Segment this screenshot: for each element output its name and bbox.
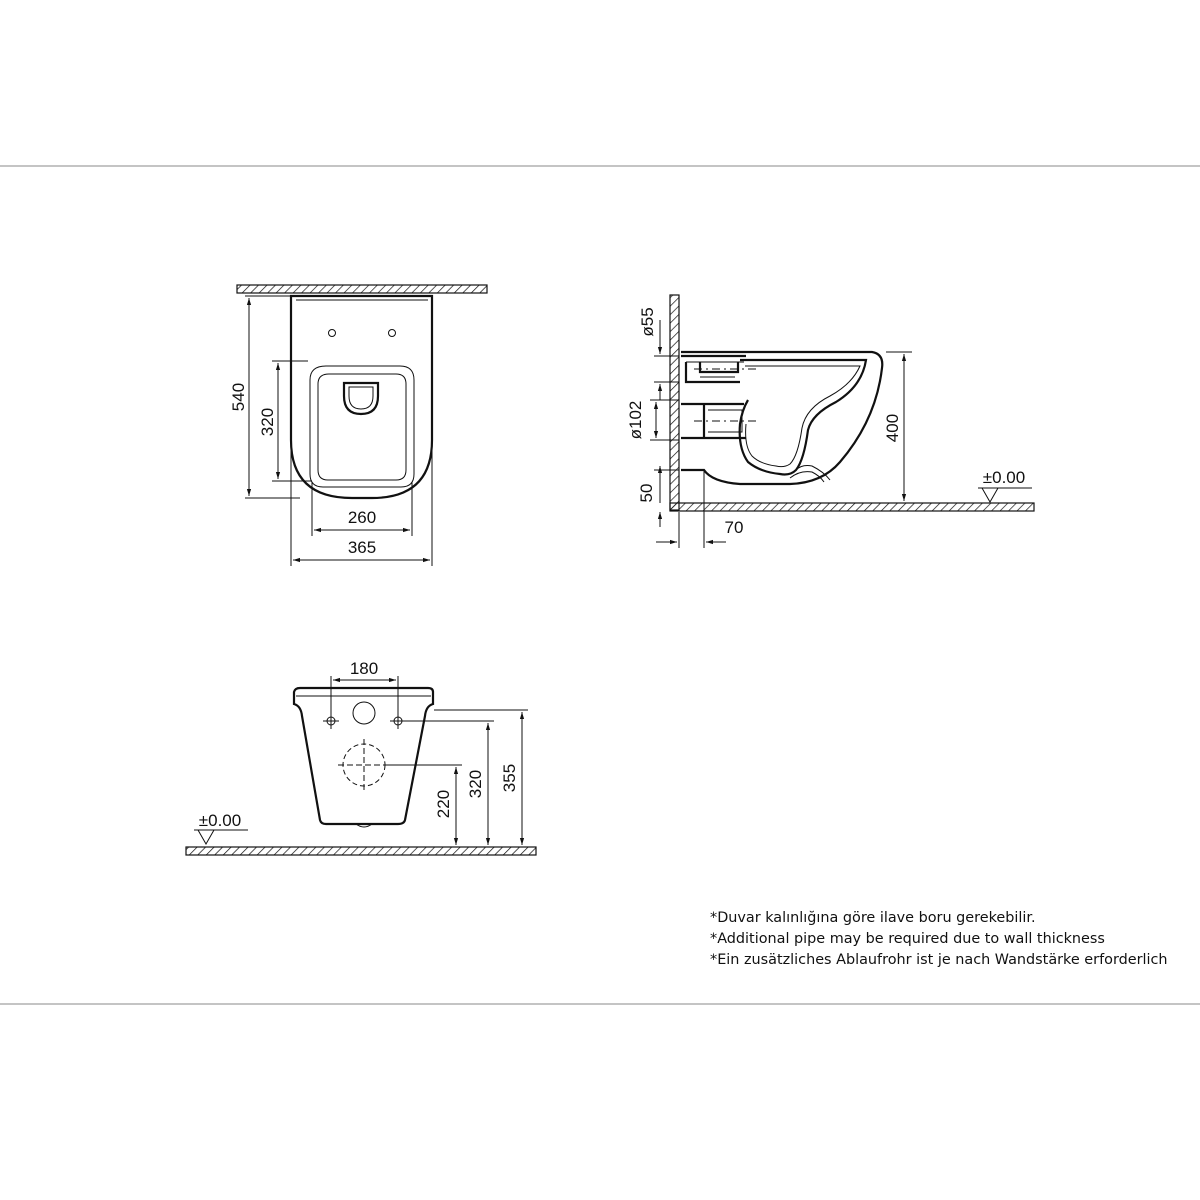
side-level-label: ±0.00 (982, 468, 1026, 487)
side-view (626, 295, 1034, 548)
side-level-marker-icon (978, 488, 1032, 502)
side-floor (670, 503, 1034, 511)
rear-floor (186, 847, 536, 855)
plan-dim-length: 540 (229, 382, 248, 412)
side-dim-inlet-dia: ø55 (638, 307, 657, 337)
rear-level-marker-icon (194, 830, 248, 844)
rear-level-label: ±0.00 (198, 811, 242, 830)
note-german: *Ein zusätzliches Ablaufrohr ist je nach Wandstärke erforderlich (710, 952, 1168, 968)
note-turkish: *Duvar kalınlığına göre ilave boru gerekebilir. (710, 910, 1036, 926)
side-dim-wall-offset: 70 (724, 518, 744, 537)
side-wall (670, 295, 679, 510)
rear-bowl-outline (294, 688, 433, 824)
plan-dim-width: 365 (347, 538, 377, 557)
rear-dim-inlet-height: 355 (500, 763, 519, 793)
side-dim-floor-offset: 50 (637, 483, 656, 503)
plan-view (229, 285, 487, 566)
plan-wall (237, 285, 487, 293)
side-dim-height: 400 (883, 413, 902, 443)
rear-view (186, 659, 536, 855)
plan-bowl-outline (291, 296, 432, 498)
plan-dim-rim-width: 260 (347, 508, 377, 527)
rear-dim-bolt-height: 320 (466, 769, 485, 799)
rear-dim-bolt-spacing: 180 (349, 659, 379, 678)
installation-notes (710, 908, 1190, 971)
note-english: *Additional pipe may be required due to wall thickness (710, 931, 1105, 947)
side-bowl-inner (740, 360, 866, 475)
plan-dim-rim-length: 320 (258, 407, 277, 437)
plan-mounting-hole-left (329, 330, 336, 337)
plan-rim-outline (310, 366, 414, 487)
side-dim-outlet-dia: ø102 (626, 400, 645, 440)
plan-mounting-hole-right (389, 330, 396, 337)
rear-inlet-circle (353, 702, 375, 724)
rear-dim-outlet-height: 220 (434, 789, 453, 819)
